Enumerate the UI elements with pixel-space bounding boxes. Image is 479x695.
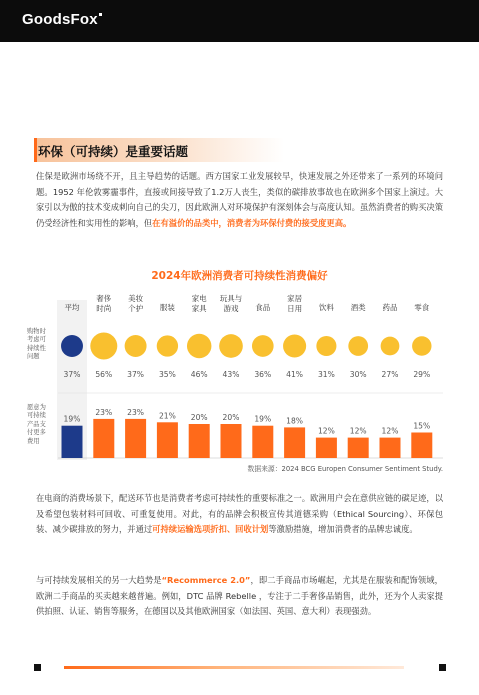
category-label: 服装	[159, 303, 175, 312]
pay-more-bar	[157, 422, 178, 458]
consider-value-label: 56%	[95, 370, 113, 379]
consider-bubble	[252, 335, 274, 357]
pay-more-value-label: 12%	[381, 426, 399, 436]
consider-bubble	[61, 335, 83, 357]
paragraph-highlight: “Recommerce 2.0”	[161, 575, 251, 585]
chart-side-label-consider: 购物时考虑可持续性问题	[27, 328, 46, 361]
pay-more-bar	[221, 424, 242, 458]
consider-bubble	[381, 337, 400, 356]
pay-more-bar	[348, 438, 369, 458]
pay-more-bar	[252, 426, 273, 458]
pay-more-value-label: 19%	[63, 414, 81, 424]
category-label: 药品	[382, 303, 398, 312]
category-label: 家电家具	[191, 294, 207, 313]
pay-more-value-label: 12%	[349, 426, 367, 436]
paragraph-text: ，即二手商品市场崛起，尤其是在服装和配饰领域，欧洲二手商品的买卖越来越普遍。例如，DTC 品牌 Rebelle ，专注于二手奢侈品销售，此外，还为个人卖家提供拍照、认证、销售等服务，在德国以及其他欧洲国家（如法国、英国、意大利）表现强劲。	[36, 575, 443, 617]
paragraph-text: 等激励措施，增加消费者的品牌忠诚度。	[268, 524, 418, 535]
brand-logo: GoodsFox	[22, 11, 102, 28]
paragraph-highlight: 可持续运输选项折扣、回收计划	[152, 524, 269, 535]
consider-value-label: 31%	[317, 370, 335, 379]
footer-square-left	[34, 664, 41, 671]
pay-more-value-label: 12%	[317, 426, 335, 436]
paragraph-text: 在电商的消费场景下，配送环节也是消费者考虑可持续性的重要标准之一。欧洲用户会在意供应链的碳足迹，以及希望包装材料可回收、可重复使用。对此，有的品牌会积极宣传其道德采购（Ethical Sourcing）、环保包装、减少碳排放的努力，并通过	[36, 493, 443, 535]
consider-value-label: 37%	[63, 370, 81, 379]
category-label: 零食	[414, 303, 430, 312]
pay-more-bar	[380, 438, 401, 458]
consider-bubble	[316, 336, 336, 356]
consider-value-label: 30%	[349, 370, 367, 379]
consider-value-label: 29%	[413, 370, 431, 379]
paragraph-highlight: 在有溢价的品类中，消费者为环保付费的接受度更高。	[152, 218, 352, 229]
category-label: 平均	[64, 303, 80, 312]
pay-more-value-label: 20%	[190, 413, 208, 422]
pay-more-bar	[62, 426, 83, 458]
chart-side-label-pay-more: 愿意为可持续产品支付更多费用	[27, 404, 46, 445]
pay-more-bar	[125, 419, 146, 458]
category-label: 饮料	[318, 303, 334, 312]
pay-more-bar	[316, 438, 337, 458]
category-label: 玩具与游戏	[219, 294, 243, 313]
consider-bubble	[219, 334, 243, 358]
consider-bubble	[125, 335, 147, 357]
pay-more-value-label: 20%	[222, 413, 240, 422]
consider-value-label: 36%	[254, 370, 272, 379]
paragraph-text: 住保是欧洲市场绕不开，且主导趋势的话题。西方国家工业发展较早，快速发展之外还带来了一系列的环境问题。1952 年伦敦雾霾事件，直接或间接导致了1.2万人丧生，类似的碳排放事故也在欧洲多个国家上演过。大家引以为傲的技术变成刺向自己的尖刀，因此欧洲人对环境保护有深刻体会与高度认知。虽然消费者的购买决策仍受经济性和实用性的影响，但	[36, 171, 443, 229]
consider-value-label: 35%	[158, 370, 176, 379]
pay-more-bar	[189, 424, 210, 458]
pay-more-value-label: 21%	[158, 411, 176, 421]
consider-bubble	[90, 333, 117, 360]
paragraph-recommerce	[36, 573, 443, 620]
footer-square-right	[439, 664, 446, 671]
consider-bubble	[412, 336, 431, 355]
pay-more-value-label: 18%	[286, 416, 304, 426]
pay-more-value-label: 19%	[254, 414, 272, 424]
pay-more-value-label: 23%	[95, 407, 113, 417]
chart-source: 数据来源：2024 BCG Europen Consumer Sentiment Study.	[247, 465, 443, 473]
pay-more-bar	[93, 419, 114, 458]
consider-bubble	[283, 334, 306, 357]
pay-more-bar	[411, 433, 432, 459]
pay-more-value-label: 23%	[127, 407, 145, 417]
pay-more-value-label: 15%	[413, 421, 431, 431]
consider-value-label: 46%	[190, 370, 208, 379]
chart-title: 2024年欧洲消费者可持续性消费偏好	[151, 270, 328, 282]
category-label: 美妆个护	[128, 294, 144, 313]
pay-more-bar	[284, 427, 305, 458]
consider-bubble	[157, 335, 178, 356]
category-label: 奢侈时尚	[96, 294, 112, 313]
consider-value-label: 41%	[286, 370, 304, 379]
section-title-text: 环保（可持续）是重要话题	[38, 144, 189, 159]
consider-value-label: 37%	[127, 370, 145, 379]
paragraph-text: 与可持续发展相关的另一大趋势是	[36, 575, 162, 585]
category-label: 食品	[255, 303, 271, 312]
paragraph-delivery	[36, 491, 443, 538]
category-label: 酒类	[350, 303, 366, 312]
consider-value-label: 43%	[222, 370, 240, 379]
consider-bubble	[348, 336, 368, 356]
consider-value-label: 27%	[381, 370, 399, 379]
footer-gradient-line	[64, 666, 404, 669]
category-label: 家居日用	[287, 294, 303, 313]
consider-bubble	[187, 334, 211, 358]
